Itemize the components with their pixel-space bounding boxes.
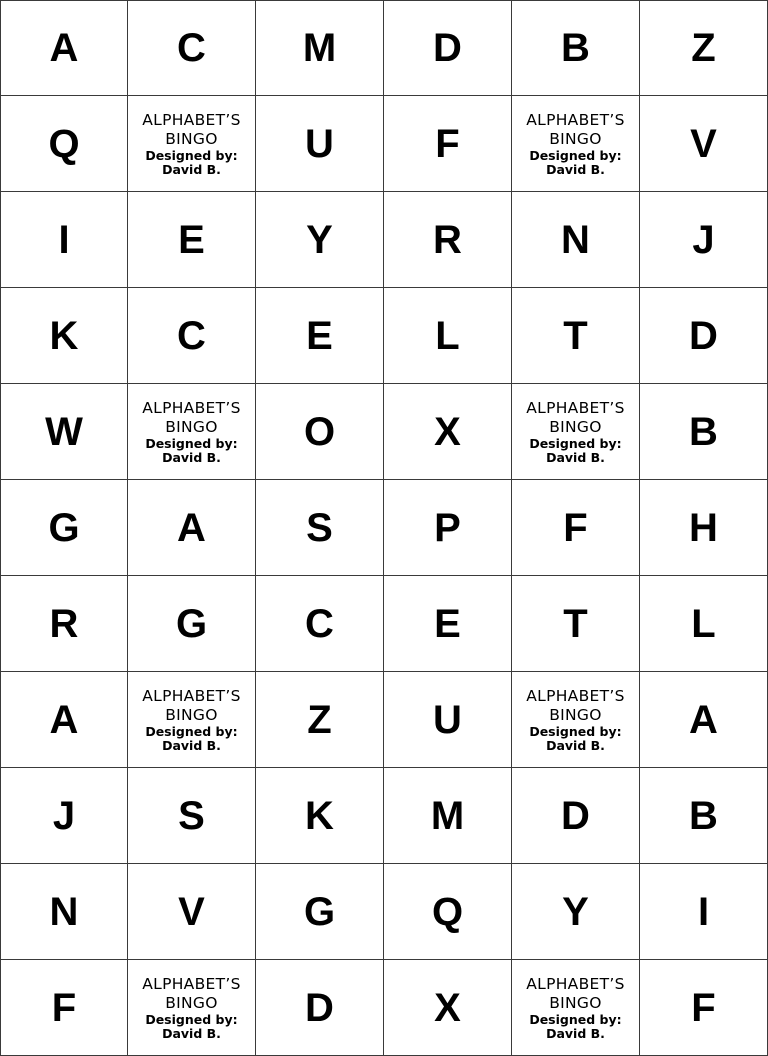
bingo-letter: E: [306, 313, 333, 358]
bingo-letter: S: [306, 505, 333, 550]
letter-cell: [512, 576, 640, 672]
bingo-letter: R: [433, 217, 462, 262]
bingo-letter: F: [51, 985, 77, 1030]
bingo-letter: E: [434, 601, 461, 646]
bingo-logo: [142, 975, 241, 1041]
bingo-letter: Y: [562, 889, 589, 934]
letter-cell: [640, 672, 768, 768]
letter-cell: [640, 768, 768, 864]
bingo-letter: E: [178, 217, 205, 262]
bingo-letter: D: [305, 985, 334, 1030]
bingo-letter: V: [690, 121, 717, 166]
letter-cell: [128, 480, 256, 576]
letter-cell: [0, 960, 128, 1056]
bingo-letter: T: [563, 313, 588, 358]
letter-cell: [0, 192, 128, 288]
letter-cell: [640, 864, 768, 960]
bingo-letter: L: [691, 601, 716, 646]
letter-cell: [384, 384, 512, 480]
bingo-letter: I: [58, 217, 70, 262]
bingo-letter: Z: [691, 26, 716, 70]
letter-cell: [256, 960, 384, 1056]
letter-cell: [128, 288, 256, 384]
bingo-letter: X: [434, 409, 461, 454]
logo-title-line2: BINGO: [165, 417, 218, 436]
bingo-letter: M: [430, 793, 465, 838]
letter-cell: [256, 0, 384, 96]
bingo-letter: C: [177, 26, 206, 70]
letter-cell: [128, 576, 256, 672]
bingo-logo: [142, 399, 241, 465]
letter-cell: [256, 192, 384, 288]
letter-cell: [0, 672, 128, 768]
bingo-letter: M: [302, 26, 337, 70]
logo-title-line1: ALPHABET’S: [526, 110, 625, 129]
logo-credit-line2: David B.: [546, 161, 605, 177]
logo-title-line2: BINGO: [549, 129, 602, 148]
logo-credit-line2: David B.: [546, 737, 605, 753]
letter-cell: [128, 192, 256, 288]
bingo-letter: R: [49, 601, 79, 646]
bingo-letter: A: [177, 505, 206, 550]
letter-cell: [256, 96, 384, 192]
letter-cell: [384, 192, 512, 288]
letter-cell: [640, 480, 768, 576]
bingo-logo: [526, 399, 625, 465]
logo-title-line2: BINGO: [549, 417, 602, 436]
letter-cell: [384, 960, 512, 1056]
bingo-letter: K: [49, 313, 79, 358]
logo-credit-line2: David B.: [162, 1025, 221, 1041]
letter-cell: [640, 384, 768, 480]
bingo-letter: D: [561, 793, 590, 838]
bingo-letter: S: [178, 793, 205, 838]
bingo-letter: N: [49, 889, 79, 934]
logo-credit-line1: Designed by:: [529, 723, 622, 739]
letter-cell: [128, 0, 256, 96]
logo-credit-line1: Designed by:: [145, 1011, 238, 1027]
logo-cell: [128, 960, 256, 1056]
bingo-letter: I: [697, 889, 710, 934]
letter-cell: [256, 672, 384, 768]
letter-cell: [128, 768, 256, 864]
letter-cell: [256, 384, 384, 480]
letter-cell: [384, 0, 512, 96]
bingo-letter: D: [433, 26, 462, 70]
bingo-logo: [142, 111, 241, 177]
logo-title-line1: ALPHABET’S: [142, 398, 241, 417]
bingo-letter: D: [689, 313, 718, 358]
letter-cell: [384, 480, 512, 576]
bingo-letter: F: [691, 985, 716, 1030]
logo-title-line2: BINGO: [165, 705, 218, 724]
letter-cell: [384, 576, 512, 672]
logo-cell: [512, 96, 640, 192]
logo-credit-line1: Designed by:: [529, 435, 622, 451]
bingo-letter: X: [434, 985, 461, 1030]
bingo-letter: H: [689, 505, 718, 550]
logo-title-line1: ALPHABET’S: [526, 398, 625, 417]
bingo-letter: G: [303, 889, 336, 934]
bingo-letter: Q: [48, 121, 80, 166]
logo-title-line2: BINGO: [549, 705, 602, 724]
logo-credit-line1: Designed by:: [529, 1011, 622, 1027]
letter-cell: [512, 0, 640, 96]
logo-credit-line2: David B.: [546, 1025, 605, 1041]
bingo-letter: V: [178, 889, 205, 934]
letter-cell: [0, 288, 128, 384]
letter-cell: [640, 0, 768, 96]
letter-cell: [0, 864, 128, 960]
letter-cell: [256, 864, 384, 960]
bingo-letter: U: [305, 121, 334, 166]
logo-credit-line1: Designed by:: [145, 147, 238, 163]
bingo-letter: N: [561, 217, 590, 262]
letter-cell: [0, 96, 128, 192]
bingo-letter: A: [49, 26, 79, 70]
letter-cell: [128, 864, 256, 960]
letter-cell: [384, 864, 512, 960]
logo-credit-line2: David B.: [546, 449, 605, 465]
letter-cell: [512, 192, 640, 288]
letter-cell: [384, 768, 512, 864]
letter-cell: [0, 768, 128, 864]
logo-title-line1: ALPHABET’S: [142, 110, 241, 129]
letter-cell: [512, 288, 640, 384]
letter-cell: [512, 768, 640, 864]
logo-title-line2: BINGO: [165, 993, 218, 1012]
bingo-letter: Y: [306, 217, 333, 262]
bingo-letter: B: [689, 409, 718, 454]
letter-cell: [256, 576, 384, 672]
letter-cell: [640, 576, 768, 672]
logo-credit-line1: Designed by:: [145, 723, 238, 739]
logo-cell: [128, 672, 256, 768]
bingo-letter: F: [435, 121, 460, 166]
bingo-logo: [526, 687, 625, 753]
logo-credit-line1: Designed by:: [145, 435, 238, 451]
logo-credit-line2: David B.: [162, 449, 221, 465]
bingo-letter: B: [689, 793, 718, 838]
letter-cell: [256, 288, 384, 384]
bingo-letter: K: [305, 793, 334, 838]
logo-cell: [512, 384, 640, 480]
letter-cell: [256, 480, 384, 576]
letter-cell: [640, 96, 768, 192]
bingo-letter: A: [689, 697, 718, 742]
logo-credit-line1: Designed by:: [529, 147, 622, 163]
bingo-letter: J: [692, 217, 715, 262]
logo-title-line2: BINGO: [549, 993, 602, 1012]
logo-cell: [128, 384, 256, 480]
letter-cell: [640, 192, 768, 288]
bingo-letter: A: [49, 697, 79, 742]
bingo-logo: [142, 687, 241, 753]
bingo-letter: P: [434, 505, 461, 550]
bingo-letter: B: [561, 26, 590, 70]
logo-title-line1: ALPHABET’S: [142, 686, 241, 705]
bingo-letter: C: [177, 313, 206, 358]
bingo-letter: T: [563, 601, 588, 646]
letter-cell: [384, 672, 512, 768]
bingo-letter: J: [52, 793, 76, 838]
bingo-letter: G: [48, 505, 80, 550]
logo-credit-line2: David B.: [162, 737, 221, 753]
letter-cell: [384, 96, 512, 192]
letter-cell: [512, 864, 640, 960]
letter-cell: [640, 960, 768, 1056]
letter-cell: [0, 384, 128, 480]
letter-cell: [256, 768, 384, 864]
bingo-letter: G: [175, 601, 208, 646]
bingo-letter: U: [433, 697, 462, 742]
logo-cell: [512, 960, 640, 1056]
bingo-logo: [526, 111, 625, 177]
bingo-letter: W: [45, 409, 83, 454]
bingo-letter: Z: [307, 697, 332, 742]
logo-title-line1: ALPHABET’S: [526, 974, 625, 993]
letter-cell: [640, 288, 768, 384]
letter-cell: [384, 288, 512, 384]
logo-credit-line2: David B.: [162, 161, 221, 177]
logo-cell: [128, 96, 256, 192]
logo-title-line1: ALPHABET’S: [526, 686, 625, 705]
bingo-letter: O: [303, 409, 336, 454]
letter-cell: [512, 480, 640, 576]
logo-title-line2: BINGO: [165, 129, 218, 148]
letter-cell: [0, 0, 128, 96]
letter-cell: [0, 576, 128, 672]
bingo-letter: C: [305, 601, 334, 646]
bingo-letter: Q: [431, 889, 464, 934]
logo-title-line1: ALPHABET’S: [142, 974, 241, 993]
logo-cell: [512, 672, 640, 768]
bingo-letter: L: [435, 313, 460, 358]
bingo-letter: F: [563, 505, 588, 550]
letter-cell: [0, 480, 128, 576]
bingo-logo: [526, 975, 625, 1041]
